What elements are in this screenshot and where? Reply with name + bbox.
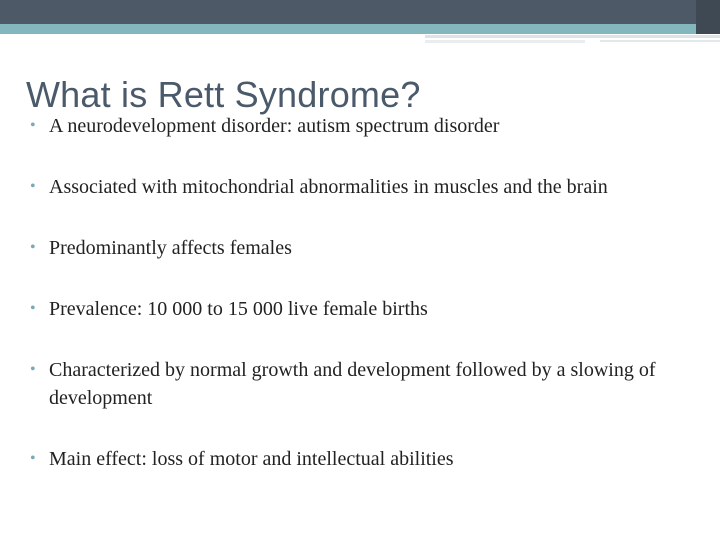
bullet-text: Prevalence: 10 000 to 15 000 live female births (49, 298, 428, 320)
bullet-text: Predominantly affects females (49, 237, 292, 259)
bullet-dot-icon: • (30, 117, 36, 134)
bullet-dot-icon: • (30, 361, 36, 378)
bullet-item (30, 112, 710, 140)
bullet-item (30, 445, 710, 473)
bullet-text: Associated with mitochondrial abnormalities in muscles and the brain (49, 176, 608, 198)
header-band-dark (0, 0, 720, 24)
bullet-text: Main effect: loss of motor and intellectual abilities (49, 448, 454, 470)
bullet-list (30, 112, 710, 506)
bullet-item (30, 234, 710, 262)
bullet-text: Characterized by normal growth and development followed by a slowing of development (49, 359, 656, 409)
header-corner-block (696, 0, 720, 34)
bullet-dot-icon: • (30, 239, 36, 256)
bullet-item (30, 356, 710, 412)
bullet-dot-icon: • (30, 300, 36, 317)
bullet-item (30, 295, 710, 323)
bullet-dot-icon: • (30, 178, 36, 195)
header-stripe (425, 35, 720, 38)
header-band-teal (0, 24, 720, 34)
bullet-dot-icon: • (30, 450, 36, 467)
header-stripe (425, 40, 585, 43)
slide-title: What is Rett Syndrome? (26, 74, 421, 116)
bullet-item (30, 173, 710, 201)
bullet-text: A neurodevelopment disorder: autism spectrum disorder (49, 115, 500, 137)
header-stripe (600, 40, 720, 42)
